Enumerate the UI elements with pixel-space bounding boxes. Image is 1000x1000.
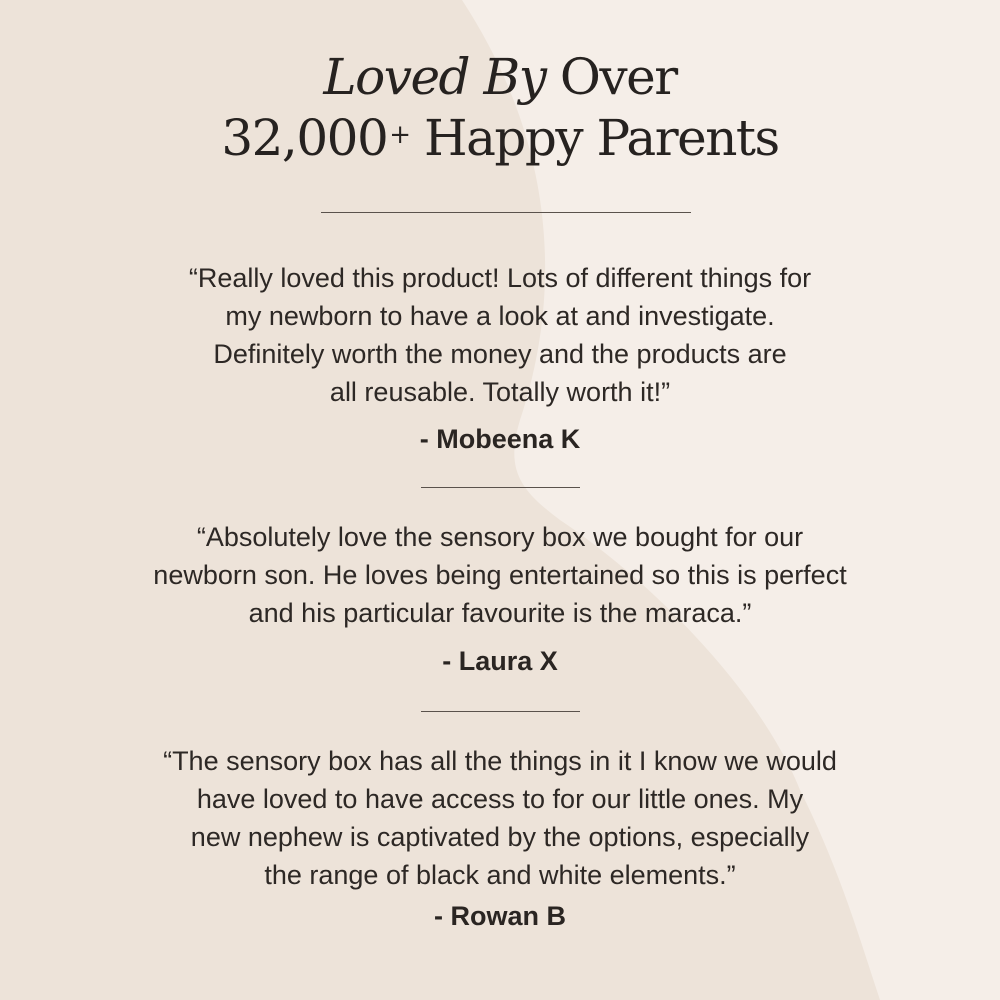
quote-line: all reusable. Totally worth it!” (329, 377, 671, 407)
title-over: Over (559, 48, 677, 106)
quote-line: the range of black and white elements.” (264, 860, 736, 890)
title-divider (321, 212, 691, 213)
testimonial-quote (40, 259, 960, 411)
title-number: 32,000 (221, 109, 388, 167)
quote-line: Definitely worth the money and the products are (213, 339, 787, 369)
title-line-1 (323, 48, 676, 106)
testimonial-author: - Mobeena K (419, 424, 581, 454)
quote-line: newborn son. He loves being entertained so this is perfect (153, 560, 847, 590)
quote-line: new nephew is captivated by the options, especially (190, 822, 810, 852)
quote-line: and his particular favourite is the maraca.” (248, 598, 752, 628)
quote-line: “The sensory box has all the things in it I know we would (163, 746, 837, 776)
testimonial-quote (40, 742, 960, 894)
title-line-2 (221, 109, 778, 167)
testimonial-divider (421, 711, 580, 712)
title-happy-parents: Happy Parents (423, 109, 779, 167)
testimonial-divider (421, 487, 580, 488)
quote-line: my newborn to have a look at and investigate. (225, 301, 775, 331)
quote-line: “Really loved this product! Lots of different things for (188, 263, 812, 293)
quote-line: have loved to have access to for our little ones. My (196, 784, 804, 814)
quote-line: “Absolutely love the sensory box we bought for our (196, 522, 804, 552)
testimonial-author: - Rowan B (434, 901, 566, 931)
title-plus: + (389, 120, 410, 150)
page-title (0, 48, 1000, 167)
testimonial-author: - Laura X (442, 646, 558, 676)
title-italic: Loved By (323, 48, 546, 106)
testimonial-quote (40, 518, 960, 632)
